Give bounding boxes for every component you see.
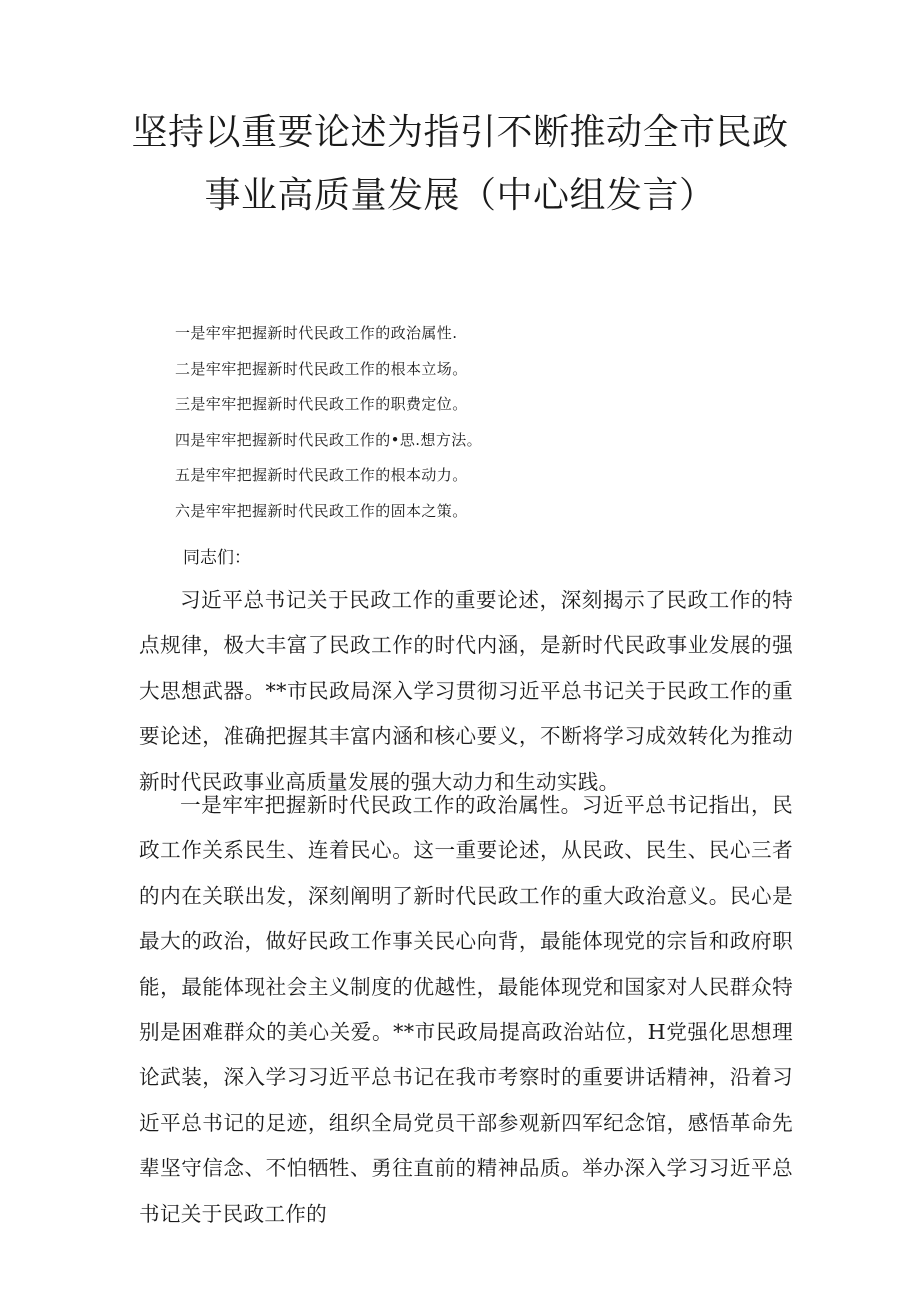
outline-item: 六是牢牢把握新时代民政工作的固本之策。 xyxy=(175,501,468,520)
outline-list xyxy=(175,316,482,530)
outline-item: 三是牢牢把握新时代民政工作的职费定位。 xyxy=(175,395,468,414)
outline-item: 四是牢牢把握新时代民政工作的•思.想方法。 xyxy=(175,430,483,449)
body-paragraph-2: 一是牢牢把握新时代民政工作的政治属性。习近平总书记指出，民政工作关系民生、连着民心。这一重要论述，从民政、民生、民心三者的内在关联出发，深刻阐明了新时代民政工作的重大政治意义。民心是最大的政治，做好民政工作事关民心向背，最能体现党的宗旨和政府职能，最能体现社会主义制度的优越性，最能体现党和国家对人民群众特别是困难群众的美心关爱。**市民政局提高政治站位，H党强化思想理论武装，深入学习习近平总书记在我市考察时的重要讲话精神，沿着习近平总书记的足迹，组织全局党员干部参观新四军纪念馆，感悟革命先辈坚守信念、不怕牺牲、勇往直前的精神品质。举办深入学习习近平总书记关于民政工作的 xyxy=(139,793,793,1226)
outline-item: 二是牢牢把握新时代民政工作的根本立场。 xyxy=(175,359,468,378)
salutation: 同志们： xyxy=(183,548,251,568)
document-title-line-2: 事业高质量发展（中心组发言） xyxy=(204,175,716,216)
outline-item: 一是牢牢把握新时代民政工作的政治属性. xyxy=(175,324,458,342)
document-title-line-1: 坚持以重要论述为指引不断推动全市民政 xyxy=(131,112,789,153)
outline-item: 五是牢牢把握新时代民政工作的根本动力。 xyxy=(175,466,468,485)
body-paragraph-1: 习近平总书记关于民政工作的重要论述，深刻揭示了民政工作的特点规律，极大丰富了民政工作的时代内涵，是新时代民政事业发展的强大思想武器。**市民政局深入学习贯彻习近平总书记关于民政工作的重要论述，准确把握其丰富内涵和核心要义，不断将学习成效转化为推动新时代民政事业高质量发展的强大动力和生动实践。 xyxy=(139,588,793,794)
